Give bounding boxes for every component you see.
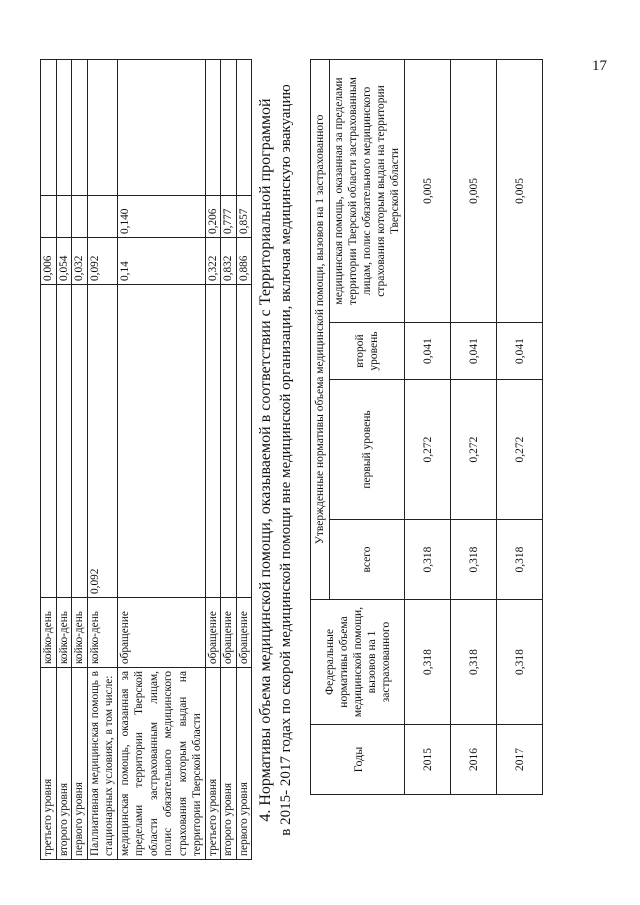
- table-row: [117, 60, 205, 860]
- row-unit: обращение: [236, 598, 252, 668]
- cell-year: 2015: [405, 725, 451, 795]
- row-unit: койко-день: [56, 598, 72, 668]
- header-outside-region: медицинская помощь, оказанная за пределами территории Тверской области застрахованным лицам, полис обязательного медицинского страхования которым выдан на территории Тверской области: [330, 59, 405, 322]
- cell-year: 2016: [451, 725, 497, 795]
- row-value: [41, 196, 57, 238]
- row-value-empty: [72, 60, 88, 196]
- row-value: 0,832: [221, 238, 237, 285]
- table-row: [236, 60, 252, 860]
- row-value: [41, 285, 57, 598]
- table-row: [451, 59, 497, 794]
- table-row: [497, 59, 543, 794]
- norms-table: [310, 59, 543, 795]
- row-value: [87, 196, 117, 238]
- row-name: первого уровня: [236, 668, 252, 860]
- rotated-page-content: [40, 60, 620, 860]
- cell-first-level: 0,272: [405, 380, 451, 520]
- row-value: 0,140: [117, 196, 205, 238]
- row-name: третьего уровня: [205, 668, 221, 860]
- table-row: [41, 60, 57, 860]
- cell-outside-region: 0,005: [405, 59, 451, 322]
- table-row: [56, 60, 72, 860]
- cell-year: 2017: [497, 725, 543, 795]
- row-name: третьего уровня: [41, 668, 57, 860]
- row-name: первого уровня: [72, 668, 88, 860]
- row-value: [117, 285, 205, 598]
- table-row: [221, 60, 237, 860]
- header-second-level: второй уровень: [330, 323, 405, 380]
- cell-second-level: 0,041: [497, 323, 543, 380]
- row-value-empty: [205, 60, 221, 196]
- header-years: Годы: [311, 725, 405, 795]
- row-value: [56, 285, 72, 598]
- continuation-table: [40, 59, 252, 860]
- table-row: [405, 59, 451, 794]
- section-heading-line1: 4. Нормативы объема медицинской помощи, оказываемой в соответствии с Территориальной программой: [257, 98, 274, 822]
- row-value-empty: [117, 60, 205, 196]
- row-name: медицинская помощь, оказанная за пределами территории Тверской области застрахованным лицам, полис обязательного медицинского страхования которым выдан на территории Тверской области: [117, 668, 205, 860]
- cell-total: 0,318: [451, 520, 497, 600]
- row-unit: обращение: [117, 598, 205, 668]
- header-total: всего: [330, 520, 405, 600]
- cell-outside-region: 0,005: [497, 59, 543, 322]
- table-row: [87, 60, 117, 860]
- row-value: 0,032: [72, 238, 88, 285]
- row-value-empty: [41, 60, 57, 196]
- table-row: [205, 60, 221, 860]
- row-value: [56, 196, 72, 238]
- cell-total: 0,318: [405, 520, 451, 600]
- cell-outside-region: 0,005: [451, 59, 497, 322]
- cell-second-level: 0,041: [405, 323, 451, 380]
- row-value: [221, 285, 237, 598]
- row-name: Паллиативная медицинская помощь в стационарных условиях, в том числе:: [87, 668, 117, 860]
- cell-second-level: 0,041: [451, 323, 497, 380]
- row-value: 0,777: [221, 196, 237, 238]
- row-value-empty: [221, 60, 237, 196]
- row-value: [205, 285, 221, 598]
- row-unit: койко-день: [87, 598, 117, 668]
- section-heading: [256, 60, 296, 860]
- row-value: 0,054: [56, 238, 72, 285]
- row-value-empty: [236, 60, 252, 196]
- row-name: второго уровня: [221, 668, 237, 860]
- row-name: второго уровня: [56, 668, 72, 860]
- row-value-empty: [87, 60, 117, 196]
- row-unit: обращение: [221, 598, 237, 668]
- row-value: 0,886: [236, 238, 252, 285]
- row-value: [236, 285, 252, 598]
- row-unit: койко-день: [41, 598, 57, 668]
- row-value: 0,006: [41, 238, 57, 285]
- table-header-row: [311, 59, 330, 794]
- row-unit: койко-день: [72, 598, 88, 668]
- cell-federal: 0,318: [405, 600, 451, 725]
- row-value: 0,857: [236, 196, 252, 238]
- page-number: 17: [592, 58, 607, 74]
- cell-federal: 0,318: [451, 600, 497, 725]
- header-first-level: первый уровень: [330, 380, 405, 520]
- row-value-empty: [56, 60, 72, 196]
- row-value: 0,092: [87, 285, 117, 598]
- cell-federal: 0,318: [497, 600, 543, 725]
- row-value: 0,092: [87, 238, 117, 285]
- header-federal-norms: Федеральные нормативы объема медицинской помощи, вызовов на 1 застрахованного: [311, 600, 405, 725]
- row-value: 0,14: [117, 238, 205, 285]
- cell-total: 0,318: [497, 520, 543, 600]
- section-heading-line2: в 2015- 2017 годах по скорой медицинской помощи вне медицинской организации, включая медицинскую эвакуацию: [278, 84, 294, 836]
- cell-first-level: 0,272: [451, 380, 497, 520]
- row-value: [72, 196, 88, 238]
- cell-first-level: 0,272: [497, 380, 543, 520]
- row-value: 0,322: [205, 238, 221, 285]
- row-value: [72, 285, 88, 598]
- row-value: 0,206: [205, 196, 221, 238]
- table-row: [72, 60, 88, 860]
- header-approved-norms: Утвержденные нормативы объема медицинской помощи, вызовов на 1 застрахованного: [311, 59, 330, 599]
- row-unit: обращение: [205, 598, 221, 668]
